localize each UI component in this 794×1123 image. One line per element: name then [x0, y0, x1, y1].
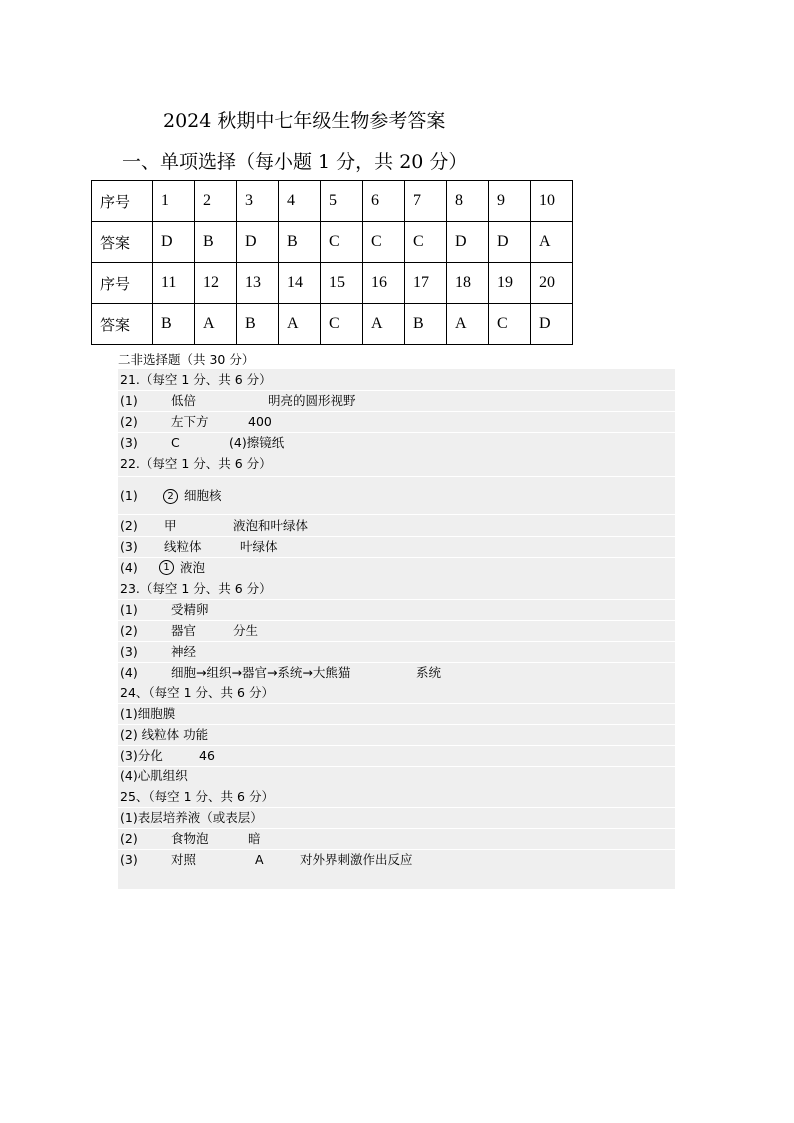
table-cell: 8 [447, 181, 489, 222]
table-cell: A [363, 304, 405, 345]
answer-text: A [255, 852, 264, 867]
table-cell: 10 [531, 181, 573, 222]
table-cell: 17 [405, 263, 447, 304]
table-row [92, 181, 573, 222]
answer-text: 分生 [233, 623, 259, 638]
answer-text: 液泡和叶绿体 [233, 518, 309, 533]
question-22-heading: 22.（每空 1 分、共 6 分） [120, 456, 272, 471]
divider [118, 514, 675, 515]
divider [118, 557, 675, 558]
table-cell: C [363, 222, 405, 263]
table-cell: 3 [237, 181, 279, 222]
divider [118, 411, 675, 412]
table-cell: 1 [153, 181, 195, 222]
table-cell: 11 [153, 263, 195, 304]
answer-text: 对外界刺激作出反应 [300, 852, 413, 867]
table-cell: 20 [531, 263, 573, 304]
divider [118, 662, 675, 663]
answer-text: (3)分化 [120, 748, 163, 763]
question-25-heading: 25、（每空 1 分、共 6 分） [120, 789, 274, 804]
table-cell: A [195, 304, 237, 345]
table-cell: D [531, 304, 573, 345]
table-cell: B [237, 304, 279, 345]
table-cell: 12 [195, 263, 237, 304]
table-cell: 7 [405, 181, 447, 222]
question-24-heading: 24、（每空 1 分、共 6 分） [120, 685, 274, 700]
answer-text: 400 [248, 414, 272, 429]
table-cell: 15 [321, 263, 363, 304]
divider [118, 620, 675, 621]
divider [118, 766, 675, 767]
item-number: (1) [120, 488, 138, 503]
table-cell: B [153, 304, 195, 345]
table-cell: B [405, 304, 447, 345]
table-cell: 16 [363, 263, 405, 304]
row-label: 序号 [92, 181, 153, 222]
circled-number: 2 [163, 489, 178, 504]
table-cell: 4 [279, 181, 321, 222]
answer-text: 对照 [171, 852, 197, 867]
table-cell: D [447, 222, 489, 263]
answer-text: 神经 [171, 644, 197, 659]
divider [118, 849, 675, 850]
table-row [92, 222, 573, 263]
table-cell: B [195, 222, 237, 263]
table-cell: B [279, 222, 321, 263]
table-cell: 5 [321, 181, 363, 222]
question-23-heading: 23.（每空 1 分、共 6 分） [120, 581, 272, 596]
divider [118, 390, 675, 391]
item-number: (3) [120, 644, 138, 659]
table-cell: 18 [447, 263, 489, 304]
item-number: (4) [120, 560, 138, 575]
answer-text: 明亮的圆形视野 [268, 393, 356, 408]
item-number: (2) [120, 518, 138, 533]
section-heading-nonchoice: 二非选择题（共 30 分） [118, 352, 255, 367]
answer-text: (4)擦镜纸 [229, 435, 285, 450]
divider [118, 807, 675, 808]
answer-text: 左下方 [171, 414, 209, 429]
question-21-heading: 21.（每空 1 分、共 6 分） [120, 372, 272, 387]
answer-text: 暗 [248, 831, 261, 846]
divider [118, 536, 675, 537]
answer-table [91, 180, 573, 345]
table-cell: C [321, 304, 363, 345]
table-cell: C [405, 222, 447, 263]
table-cell: 19 [489, 263, 531, 304]
divider [118, 724, 675, 725]
divider [118, 703, 675, 704]
table-cell: A [447, 304, 489, 345]
section-heading-choice: 一、单项选择（每小题 1 分，共 20 分） [122, 151, 468, 173]
table-cell: C [321, 222, 363, 263]
row-label: 答案 [92, 304, 153, 345]
answer-text: 食物泡 [171, 831, 209, 846]
answer-text: 甲 [164, 518, 177, 533]
question-24-line-1: (1)细胞膜 [120, 706, 176, 721]
table-cell: D [153, 222, 195, 263]
item-number: (2) [120, 831, 138, 846]
divider [118, 432, 675, 433]
table-cell: D [489, 222, 531, 263]
item-number: (3) [120, 435, 138, 450]
table-cell: C [489, 304, 531, 345]
item-number: (1) [120, 602, 138, 617]
answer-text: 46 [199, 748, 215, 763]
table-cell: D [237, 222, 279, 263]
table-row [92, 263, 573, 304]
table-cell: 6 [363, 181, 405, 222]
answer-text: 器官 [171, 623, 197, 638]
page-title: 2024 秋期中七年级生物参考答案 [163, 110, 446, 132]
answer-text: 低倍 [171, 393, 197, 408]
row-label: 答案 [92, 222, 153, 263]
answer-text: C [171, 435, 180, 450]
answer-text: 线粒体 [164, 539, 202, 554]
answer-text: 受精卵 [171, 602, 209, 617]
divider [118, 745, 675, 746]
item-number: (2) [120, 623, 138, 638]
circled-number: 1 [159, 560, 174, 575]
table-row [92, 304, 573, 345]
item-number: (3) [120, 852, 138, 867]
row-label: 序号 [92, 263, 153, 304]
divider [118, 641, 675, 642]
table-cell: 13 [237, 263, 279, 304]
question-24-line-4: (4)心肌组织 [120, 768, 188, 783]
item-number: (3) [120, 539, 138, 554]
table-cell: A [531, 222, 573, 263]
answer-text: 细胞核 [184, 488, 222, 503]
answer-text: 液泡 [180, 560, 206, 575]
answer-text: 叶绿体 [240, 539, 278, 554]
table-cell: 9 [489, 181, 531, 222]
table-cell: 14 [279, 263, 321, 304]
item-number: (4) [120, 665, 138, 680]
table-cell: 2 [195, 181, 237, 222]
divider [118, 476, 675, 477]
answer-text: 细胞→组织→器官→系统→大熊猫 [171, 665, 351, 680]
divider [118, 828, 675, 829]
question-25-line-1: (1)表层培养液（或表层） [120, 810, 263, 825]
item-number: (2) [120, 414, 138, 429]
divider [118, 599, 675, 600]
question-24-line-2: (2) 线粒体 功能 [120, 727, 209, 742]
answer-text: 系统 [416, 665, 442, 680]
table-cell: A [279, 304, 321, 345]
item-number: (1) [120, 393, 138, 408]
